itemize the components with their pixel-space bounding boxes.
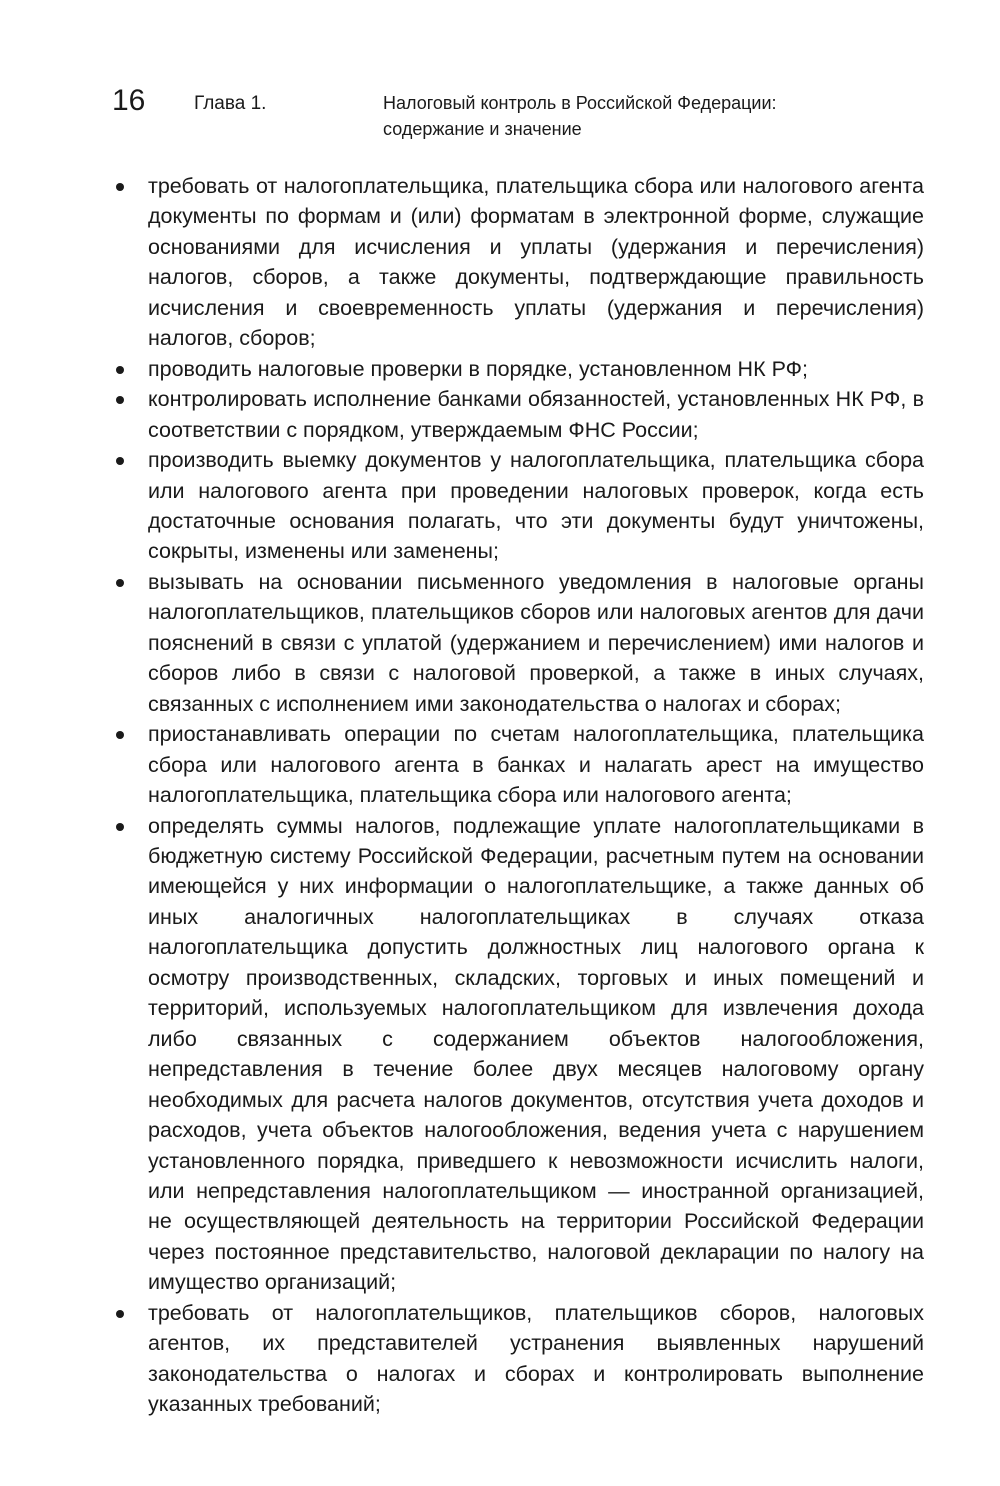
chapter-title-line-2: содержание и значение	[383, 119, 582, 139]
bullet-text: вызывать на основании письменного уведомления в налоговые органы налогоплательщиков, плательщиков сборов или налоговых агентов для дачи пояснений в связи с уплатой (удержанием и перечислением) ими налогов и сборов либо в связи с налоговой проверкой, а также в иных случаях, связанных с исполнением ими законодательства о налогах и сборах;	[148, 569, 924, 716]
bullet-item-tax-estimation	[112, 811, 924, 1298]
bullet-item-seizure	[112, 445, 924, 567]
bullet-item-remedy-demand	[112, 1298, 924, 1420]
powers-bullet-list	[112, 171, 924, 1420]
page-header	[112, 84, 932, 144]
bullet-text: требовать от налогоплательщиков, плательщиков сборов, налоговых агентов, их представителей устранения выявленных нарушений законодательства о налогах и сборах и контролировать выполнение указанных требований;	[148, 1300, 924, 1417]
bullet-text: производить выемку документов у налогоплательщика, плательщика сбора или налогового агента при проведении налоговых проверок, когда есть достаточные основания полагать, что эти документы будут уничтожены, сокрыты, изменены или заменены;	[148, 448, 924, 564]
bullet-text: требовать от налогоплательщика, плательщика сбора или налогового агента документы по формам и (или) форматам в электронной форме, служащие основаниями для исчисления и уплаты (удержания и перечисления) налогов, сборов, а также документы, подтверждающие правильность исчисления и своевременность уплаты (удержания и перечисления) налогов, сборов;	[148, 174, 924, 351]
chapter-title	[383, 90, 777, 142]
chapter-title-line-1: Налоговый контроль в Российской Федерации:	[383, 93, 777, 113]
bullet-item-documents	[112, 171, 924, 354]
bullet-item-suspension	[112, 719, 924, 810]
bullet-item-audits	[112, 354, 924, 384]
bullet-text: проводить налоговые проверки в порядке, установленном НК РФ;	[148, 356, 808, 381]
page-number: 16	[112, 84, 146, 117]
chapter-label: Глава 1.	[194, 93, 267, 114]
bullet-item-summons	[112, 567, 924, 719]
bullet-text: приостанавливать операции по счетам налогоплательщика, плательщика сбора или налогового агента в банках и налагать арест на имущество налогоплательщика, плательщика сбора или налогового агента;	[148, 722, 924, 808]
bullet-text: определять суммы налогов, подлежащие уплате налогоплательщиками в бюджетную систему Российской Федерации, расчетным путем на основании имеющейся у них информации о налогоплательщике, а также данных об иных аналогичных налогоплательщиках в случаях отказа налогоплательщика допустить должностных лиц налогового органа к осмотру производственных, складских, торговых и иных помещений и территорий, используемых налогоплательщиком для извлечения дохода либо связанных с содержанием объектов налогообложения, непредставления в течение более двух месяцев налоговому органу необходимых для расчета налогов документов, отсутствия учета доходов и расходов, учета объектов налогообложения, ведения учета с нарушением установленного порядка, приведшего к невозможности исчислить налоги, или непредставления налогоплательщиком — иностранной организацией, не осуществляющей деятельность на территории Российской Федерации через постоянное представительство, налоговой декларации по налогу на имущество организаций;	[148, 813, 924, 1295]
bullet-item-bank-control	[112, 384, 924, 445]
bullet-text: контролировать исполнение банками обязанностей, установленных НК РФ, в соответствии с порядком, утверждаемым ФНС России;	[148, 387, 924, 442]
